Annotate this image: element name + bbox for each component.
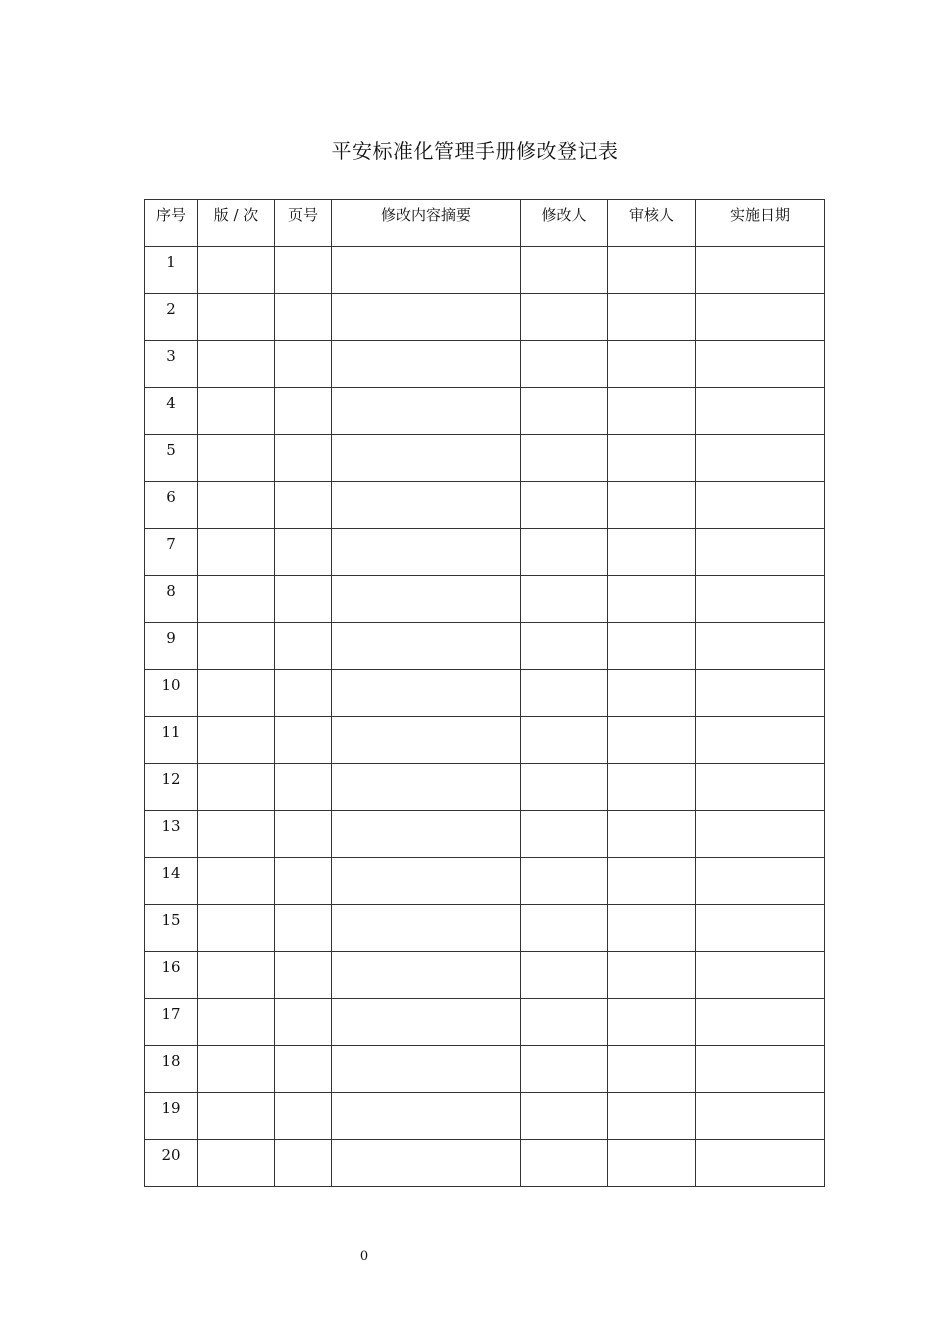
serial-cell: 15 bbox=[145, 905, 198, 952]
page-cell[interactable] bbox=[275, 905, 332, 952]
effective-date-cell[interactable] bbox=[696, 1093, 825, 1140]
reviewer-cell[interactable] bbox=[608, 999, 696, 1046]
modifier-cell[interactable] bbox=[521, 482, 608, 529]
page-cell[interactable] bbox=[275, 247, 332, 294]
page-cell[interactable] bbox=[275, 1046, 332, 1093]
summary-cell[interactable] bbox=[332, 952, 521, 999]
table-row bbox=[145, 529, 825, 576]
summary-cell[interactable] bbox=[332, 435, 521, 482]
reviewer-cell[interactable] bbox=[608, 435, 696, 482]
modifier-cell[interactable] bbox=[521, 294, 608, 341]
serial-cell: 19 bbox=[145, 1093, 198, 1140]
reviewer-cell[interactable] bbox=[608, 576, 696, 623]
serial-cell: 18 bbox=[145, 1046, 198, 1093]
revision-register-table bbox=[144, 199, 825, 1187]
modifier-cell[interactable] bbox=[521, 1140, 608, 1187]
effective-date-cell[interactable] bbox=[696, 435, 825, 482]
reviewer-cell[interactable] bbox=[608, 905, 696, 952]
serial-cell: 7 bbox=[145, 529, 198, 576]
table-row bbox=[145, 858, 825, 905]
table-row bbox=[145, 764, 825, 811]
edition-cell[interactable] bbox=[198, 247, 275, 294]
column-header-page: 页号 bbox=[275, 200, 332, 247]
page-cell[interactable] bbox=[275, 999, 332, 1046]
summary-cell[interactable] bbox=[332, 999, 521, 1046]
page-cell[interactable] bbox=[275, 341, 332, 388]
edition-cell[interactable] bbox=[198, 811, 275, 858]
effective-date-cell[interactable] bbox=[696, 1046, 825, 1093]
reviewer-cell[interactable] bbox=[608, 482, 696, 529]
serial-cell: 5 bbox=[145, 435, 198, 482]
effective-date-cell[interactable] bbox=[696, 1140, 825, 1187]
page-cell[interactable] bbox=[275, 1140, 332, 1187]
reviewer-cell[interactable] bbox=[608, 529, 696, 576]
modifier-cell[interactable] bbox=[521, 623, 608, 670]
summary-cell[interactable] bbox=[332, 858, 521, 905]
table-row bbox=[145, 670, 825, 717]
reviewer-cell[interactable] bbox=[608, 858, 696, 905]
serial-cell: 17 bbox=[145, 999, 198, 1046]
column-header-serial: 序号 bbox=[145, 200, 198, 247]
table-row bbox=[145, 435, 825, 482]
effective-date-cell[interactable] bbox=[696, 623, 825, 670]
reviewer-cell[interactable] bbox=[608, 1140, 696, 1187]
summary-cell[interactable] bbox=[332, 388, 521, 435]
reviewer-cell[interactable] bbox=[608, 623, 696, 670]
table-row bbox=[145, 247, 825, 294]
reviewer-cell[interactable] bbox=[608, 764, 696, 811]
table-row bbox=[145, 905, 825, 952]
column-header-edition: 版 / 次 bbox=[198, 200, 275, 247]
table-row bbox=[145, 952, 825, 999]
effective-date-cell[interactable] bbox=[696, 482, 825, 529]
effective-date-cell[interactable] bbox=[696, 529, 825, 576]
page-cell[interactable] bbox=[275, 482, 332, 529]
reviewer-cell[interactable] bbox=[608, 670, 696, 717]
serial-cell: 1 bbox=[145, 247, 198, 294]
page-cell[interactable] bbox=[275, 623, 332, 670]
modifier-cell[interactable] bbox=[521, 576, 608, 623]
serial-cell: 4 bbox=[145, 388, 198, 435]
column-header-summary: 修改内容摘要 bbox=[332, 200, 521, 247]
table-row bbox=[145, 811, 825, 858]
reviewer-cell[interactable] bbox=[608, 341, 696, 388]
reviewer-cell[interactable] bbox=[608, 1046, 696, 1093]
edition-cell[interactable] bbox=[198, 576, 275, 623]
serial-cell: 16 bbox=[145, 952, 198, 999]
page-cell[interactable] bbox=[275, 435, 332, 482]
table-row bbox=[145, 1093, 825, 1140]
table-row bbox=[145, 623, 825, 670]
reviewer-cell[interactable] bbox=[608, 811, 696, 858]
summary-cell[interactable] bbox=[332, 623, 521, 670]
effective-date-cell[interactable] bbox=[696, 576, 825, 623]
table-header-row bbox=[145, 200, 825, 247]
page-cell[interactable] bbox=[275, 952, 332, 999]
edition-cell[interactable] bbox=[198, 999, 275, 1046]
modifier-cell[interactable] bbox=[521, 717, 608, 764]
summary-cell[interactable] bbox=[332, 482, 521, 529]
page-cell[interactable] bbox=[275, 764, 332, 811]
serial-cell: 12 bbox=[145, 764, 198, 811]
serial-cell: 3 bbox=[145, 341, 198, 388]
table-body bbox=[145, 247, 825, 1187]
page-cell[interactable] bbox=[275, 858, 332, 905]
serial-cell: 20 bbox=[145, 1140, 198, 1187]
table-row bbox=[145, 576, 825, 623]
summary-cell[interactable] bbox=[332, 529, 521, 576]
edition-cell[interactable] bbox=[198, 905, 275, 952]
table-row bbox=[145, 482, 825, 529]
serial-cell: 10 bbox=[145, 670, 198, 717]
page-cell[interactable] bbox=[275, 294, 332, 341]
edition-cell[interactable] bbox=[198, 388, 275, 435]
summary-cell[interactable] bbox=[332, 294, 521, 341]
modifier-cell[interactable] bbox=[521, 858, 608, 905]
modifier-cell[interactable] bbox=[521, 764, 608, 811]
edition-cell[interactable] bbox=[198, 623, 275, 670]
modifier-cell[interactable] bbox=[521, 811, 608, 858]
serial-cell: 14 bbox=[145, 858, 198, 905]
reviewer-cell[interactable] bbox=[608, 952, 696, 999]
serial-cell: 9 bbox=[145, 623, 198, 670]
reviewer-cell[interactable] bbox=[608, 1093, 696, 1140]
table-row bbox=[145, 388, 825, 435]
effective-date-cell[interactable] bbox=[696, 858, 825, 905]
table-row bbox=[145, 1046, 825, 1093]
summary-cell[interactable] bbox=[332, 811, 521, 858]
page-cell[interactable] bbox=[275, 1093, 332, 1140]
reviewer-cell[interactable] bbox=[608, 388, 696, 435]
edition-cell[interactable] bbox=[198, 952, 275, 999]
modifier-cell[interactable] bbox=[521, 1046, 608, 1093]
edition-cell[interactable] bbox=[198, 294, 275, 341]
page-cell[interactable] bbox=[275, 811, 332, 858]
effective-date-cell[interactable] bbox=[696, 952, 825, 999]
effective-date-cell[interactable] bbox=[696, 670, 825, 717]
page-title: 平安标准化管理手册修改登记表 bbox=[331, 139, 619, 163]
edition-cell[interactable] bbox=[198, 1046, 275, 1093]
page-cell[interactable] bbox=[275, 529, 332, 576]
modifier-cell[interactable] bbox=[521, 952, 608, 999]
column-header-modifier: 修改人 bbox=[521, 200, 608, 247]
column-header-reviewer: 审核人 bbox=[608, 200, 696, 247]
effective-date-cell[interactable] bbox=[696, 341, 825, 388]
reviewer-cell[interactable] bbox=[608, 294, 696, 341]
page-cell[interactable] bbox=[275, 388, 332, 435]
modifier-cell[interactable] bbox=[521, 999, 608, 1046]
effective-date-cell[interactable] bbox=[696, 999, 825, 1046]
serial-cell: 8 bbox=[145, 576, 198, 623]
effective-date-cell[interactable] bbox=[696, 247, 825, 294]
modifier-cell[interactable] bbox=[521, 388, 608, 435]
summary-cell[interactable] bbox=[332, 247, 521, 294]
serial-cell: 11 bbox=[145, 717, 198, 764]
serial-cell: 2 bbox=[145, 294, 198, 341]
effective-date-cell[interactable] bbox=[696, 764, 825, 811]
modifier-cell[interactable] bbox=[521, 905, 608, 952]
summary-cell[interactable] bbox=[332, 764, 521, 811]
page-cell[interactable] bbox=[275, 670, 332, 717]
effective-date-cell[interactable] bbox=[696, 717, 825, 764]
modifier-cell[interactable] bbox=[521, 247, 608, 294]
summary-cell[interactable] bbox=[332, 1140, 521, 1187]
edition-cell[interactable] bbox=[198, 858, 275, 905]
summary-cell[interactable] bbox=[332, 670, 521, 717]
modifier-cell[interactable] bbox=[521, 341, 608, 388]
page-number: 0 bbox=[359, 1249, 369, 1264]
effective-date-cell[interactable] bbox=[696, 811, 825, 858]
effective-date-cell[interactable] bbox=[696, 388, 825, 435]
edition-cell[interactable] bbox=[198, 341, 275, 388]
modifier-cell[interactable] bbox=[521, 1093, 608, 1140]
modifier-cell[interactable] bbox=[521, 529, 608, 576]
summary-cell[interactable] bbox=[332, 1046, 521, 1093]
table-row bbox=[145, 717, 825, 764]
edition-cell[interactable] bbox=[198, 670, 275, 717]
edition-cell[interactable] bbox=[198, 482, 275, 529]
reviewer-cell[interactable] bbox=[608, 717, 696, 764]
page-cell[interactable] bbox=[275, 717, 332, 764]
table-row bbox=[145, 1140, 825, 1187]
edition-cell[interactable] bbox=[198, 529, 275, 576]
edition-cell[interactable] bbox=[198, 717, 275, 764]
edition-cell[interactable] bbox=[198, 1140, 275, 1187]
column-header-effective-date: 实施日期 bbox=[696, 200, 825, 247]
summary-cell[interactable] bbox=[332, 1093, 521, 1140]
edition-cell[interactable] bbox=[198, 764, 275, 811]
summary-cell[interactable] bbox=[332, 576, 521, 623]
reviewer-cell[interactable] bbox=[608, 247, 696, 294]
table-row bbox=[145, 341, 825, 388]
summary-cell[interactable] bbox=[332, 717, 521, 764]
edition-cell[interactable] bbox=[198, 435, 275, 482]
table-row bbox=[145, 294, 825, 341]
effective-date-cell[interactable] bbox=[696, 294, 825, 341]
table-row bbox=[145, 999, 825, 1046]
summary-cell[interactable] bbox=[332, 905, 521, 952]
modifier-cell[interactable] bbox=[521, 435, 608, 482]
modifier-cell[interactable] bbox=[521, 670, 608, 717]
edition-cell[interactable] bbox=[198, 1093, 275, 1140]
serial-cell: 6 bbox=[145, 482, 198, 529]
effective-date-cell[interactable] bbox=[696, 905, 825, 952]
serial-cell: 13 bbox=[145, 811, 198, 858]
summary-cell[interactable] bbox=[332, 341, 521, 388]
page-cell[interactable] bbox=[275, 576, 332, 623]
